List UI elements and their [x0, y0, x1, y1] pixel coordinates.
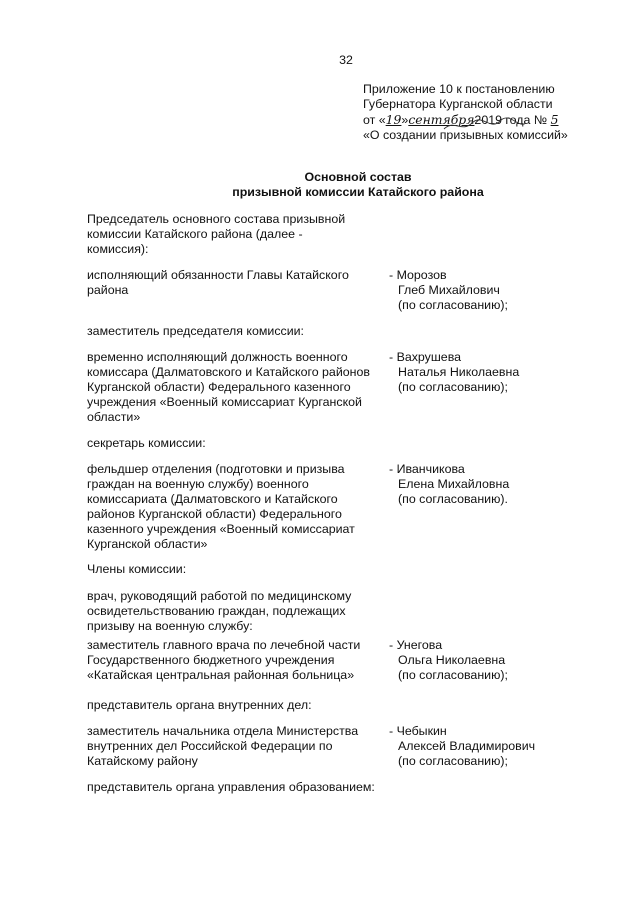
appendix-line-4: «О создании призывных комиссий» — [363, 128, 568, 142]
member-name — [389, 268, 589, 313]
text-line: заместитель председателя комиссии: — [87, 324, 304, 338]
name-line: (по согласованию); — [398, 298, 508, 312]
name-line: Наталья Николаевна — [398, 365, 520, 379]
text-line: внутренних дел Российской Федерации по — [87, 739, 333, 753]
text-line: районов Курганской области) Федерального — [87, 507, 342, 521]
text-line: Члены комиссии: — [87, 562, 187, 576]
name-line: - Вахрушева — [389, 350, 462, 364]
member-name — [389, 724, 589, 769]
section-text — [87, 724, 377, 769]
text-line: Курганской области) Федерального казенного — [87, 380, 351, 394]
section-text — [87, 562, 377, 577]
text-line: казенного учреждения «Военный комиссариат — [87, 522, 355, 536]
section-text — [87, 698, 377, 713]
name-line: (по согласованию); — [398, 668, 508, 682]
page-number: 32 — [339, 53, 353, 67]
section-text — [87, 462, 377, 552]
text-line: фельдшер отделения (подготовки и призыва — [87, 462, 345, 476]
member-name — [389, 462, 589, 507]
member-name — [389, 350, 589, 395]
text-line: освидетельствованию граждан, подлежащих — [87, 604, 346, 618]
name-line: (по согласованию); — [398, 380, 508, 394]
handwritten-number: 5 — [550, 112, 559, 127]
member-name — [389, 638, 589, 683]
text-line: граждан на военную службу) военного — [87, 477, 309, 491]
handwritten-month: сентября — [408, 112, 475, 127]
text-line: учреждения «Военный комиссариат Курганской — [87, 395, 362, 409]
section-text — [87, 212, 377, 257]
document-title — [0, 170, 640, 200]
text-line: Председатель основного состава призывной — [87, 212, 346, 226]
signature-mark — [440, 115, 530, 135]
section-text — [87, 436, 377, 451]
text-line: заместитель начальника отдела Министерства — [87, 724, 359, 738]
text-line: исполняющий обязанности Главы Катайского — [87, 268, 349, 282]
text-line: временно исполняющий должность военного — [87, 350, 348, 364]
text-line: комиссара (Далматовского и Катайского районов — [87, 365, 370, 379]
text-line: комиссариата (Далматовского и Катайского — [87, 492, 338, 506]
section-text — [87, 589, 377, 634]
name-line: Алексей Владимирович — [398, 739, 536, 753]
name-line: - Морозов — [389, 268, 447, 282]
section-text — [87, 324, 377, 339]
text-line: представитель органа внутренних дел: — [87, 698, 312, 712]
name-line: - Иванчикова — [389, 462, 465, 476]
text-line: района — [87, 283, 129, 297]
text-line: представитель органа управления образованием: — [87, 780, 375, 794]
name-line: Елена Михайловна — [398, 477, 510, 491]
name-line: (по согласованию); — [398, 754, 508, 768]
title-line-1: Основной состав — [304, 170, 412, 184]
text-line: призыву на военную службу: — [87, 619, 253, 633]
text-line: «Катайская центральная районная больница» — [87, 668, 355, 682]
appendix-line-2: Губернатора Курганской области — [363, 97, 553, 111]
text-line: секретарь комиссии: — [87, 436, 206, 450]
text-line: Курганской области» — [87, 537, 208, 551]
text-line: Государственного бюджетного учреждения — [87, 653, 335, 667]
title-line-2: призывной комиссии Катайского района — [232, 185, 484, 199]
appendix-line-1: Приложение 10 к постановлению — [363, 82, 555, 96]
text-line: области» — [87, 410, 141, 424]
name-line: Ольга Николаевна — [398, 653, 506, 667]
section-text — [87, 638, 377, 683]
name-line: - Чебыкин — [389, 724, 447, 738]
handwritten-day: 19 — [385, 112, 402, 127]
name-line: - Унегова — [389, 638, 443, 652]
text-line: комиссии Катайского района (далее - — [87, 227, 303, 241]
text-line: комиссия): — [87, 242, 149, 256]
text-line: врач, руководящий работой по медицинскому — [87, 589, 352, 603]
appendix-line-3: от «19»сентября2019 года № 5 — [363, 112, 559, 127]
section-text — [87, 350, 377, 425]
name-line: (по согласованию). — [398, 492, 508, 506]
section-text — [87, 780, 377, 795]
text-line: Катайскому району — [87, 754, 198, 768]
text-line: заместитель главного врача по лечебной части — [87, 638, 361, 652]
name-line: Глеб Михайлович — [398, 283, 500, 297]
section-text — [87, 268, 377, 298]
